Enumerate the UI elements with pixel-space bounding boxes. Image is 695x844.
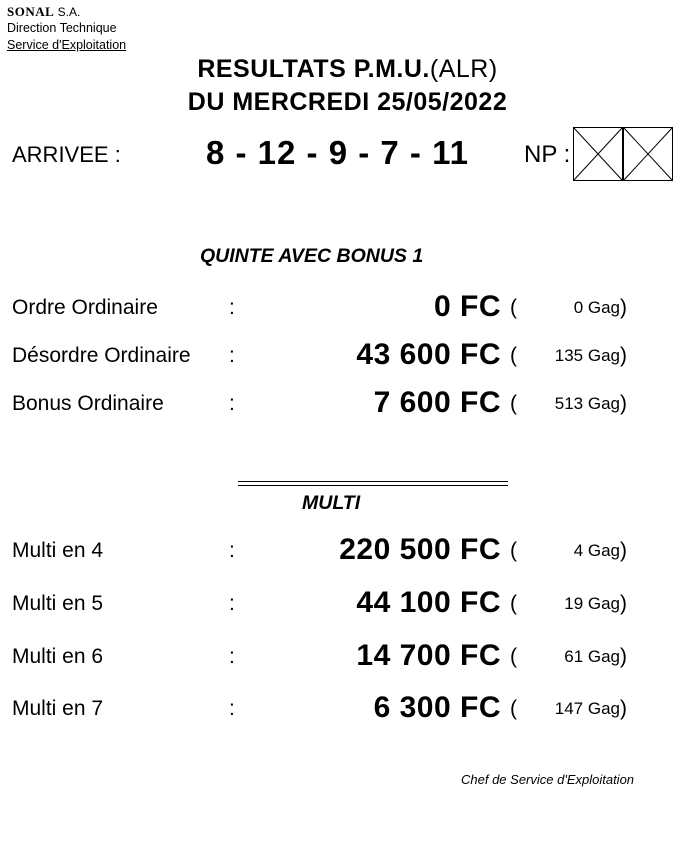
document-title (0, 55, 695, 84)
organization-name-line (7, 4, 126, 20)
row-winners: 135 Gag (554, 346, 620, 365)
row-winners: 19 Gag (564, 594, 620, 613)
row-amount: 220 500 FC (339, 533, 501, 566)
organization-suffix: S.A. (57, 5, 81, 19)
document-date: DU MERCREDI 25/05/2022 (187, 88, 508, 116)
arrival-label: ARRIVEE : (12, 142, 121, 167)
row-paren-close: ) (620, 296, 627, 319)
row-paren-close: ) (620, 697, 627, 720)
row-label: Ordre Ordinaire (12, 296, 158, 319)
row-amount: 0 FC (433, 290, 501, 323)
multi-row-4 (0, 533, 695, 573)
multi-heading: MULTI (302, 492, 361, 514)
row-colon: : (229, 344, 235, 367)
section-divider-bottom (238, 485, 508, 486)
section-divider-top (238, 481, 508, 482)
quinte-heading: QUINTE AVEC BONUS 1 (200, 245, 424, 267)
row-paren-open: ( (510, 592, 517, 615)
signature-title: Chef de Service d'Exploitation (461, 772, 635, 787)
row-winners: 147 Gag (554, 699, 620, 718)
arrival-numbers: 8 - 12 - 9 - 7 - 11 (206, 134, 469, 171)
quinte-row-desordre (0, 338, 695, 378)
row-amount: 6 300 FC (373, 691, 501, 724)
organization-name: SONAL (7, 4, 55, 19)
row-paren-close: ) (620, 344, 627, 367)
row-label: Multi en 6 (12, 645, 104, 668)
row-label: Désordre Ordinaire (12, 344, 191, 367)
multi-row-5 (0, 586, 695, 626)
row-colon: : (229, 697, 235, 720)
quinte-row-ordre (0, 290, 695, 330)
non-partant-crossed-boxes (573, 127, 673, 181)
department-name: Direction Technique (7, 21, 117, 35)
row-label: Multi en 5 (12, 592, 104, 615)
row-colon: : (229, 296, 235, 319)
multi-row-7 (0, 691, 695, 731)
quinte-row-bonus (0, 386, 695, 426)
document-title-main: RESULTATS P.M.U. (197, 55, 430, 83)
service-name: Service d'Exploitation (7, 38, 127, 52)
row-winners: 513 Gag (554, 394, 620, 413)
row-paren-open: ( (510, 539, 517, 562)
row-colon: : (229, 392, 235, 415)
row-paren-open: ( (510, 645, 517, 668)
row-colon: : (229, 645, 235, 668)
row-label: Multi en 7 (12, 697, 104, 720)
row-paren-close: ) (620, 645, 627, 668)
row-paren-close: ) (620, 392, 627, 415)
row-amount: 14 700 FC (356, 639, 501, 672)
row-paren-open: ( (510, 392, 517, 415)
row-paren-close: ) (620, 539, 627, 562)
organization-header (7, 4, 126, 54)
row-amount: 44 100 FC (356, 586, 501, 619)
row-label: Bonus Ordinaire (12, 392, 164, 415)
non-partant-label: NP : (524, 141, 571, 168)
row-paren-open: ( (510, 344, 517, 367)
row-winners: 0 Gag (573, 298, 620, 317)
row-label: Multi en 4 (12, 539, 104, 562)
row-paren-open: ( (510, 697, 517, 720)
document-title-suffix: (ALR) (429, 55, 498, 83)
row-winners: 61 Gag (564, 647, 620, 666)
row-colon: : (229, 539, 235, 562)
row-paren-close: ) (620, 592, 627, 615)
row-amount: 7 600 FC (373, 386, 501, 419)
row-colon: : (229, 592, 235, 615)
row-winners: 4 Gag (573, 541, 620, 560)
row-paren-open: ( (510, 296, 517, 319)
multi-row-6 (0, 639, 695, 679)
row-amount: 43 600 FC (356, 338, 501, 371)
